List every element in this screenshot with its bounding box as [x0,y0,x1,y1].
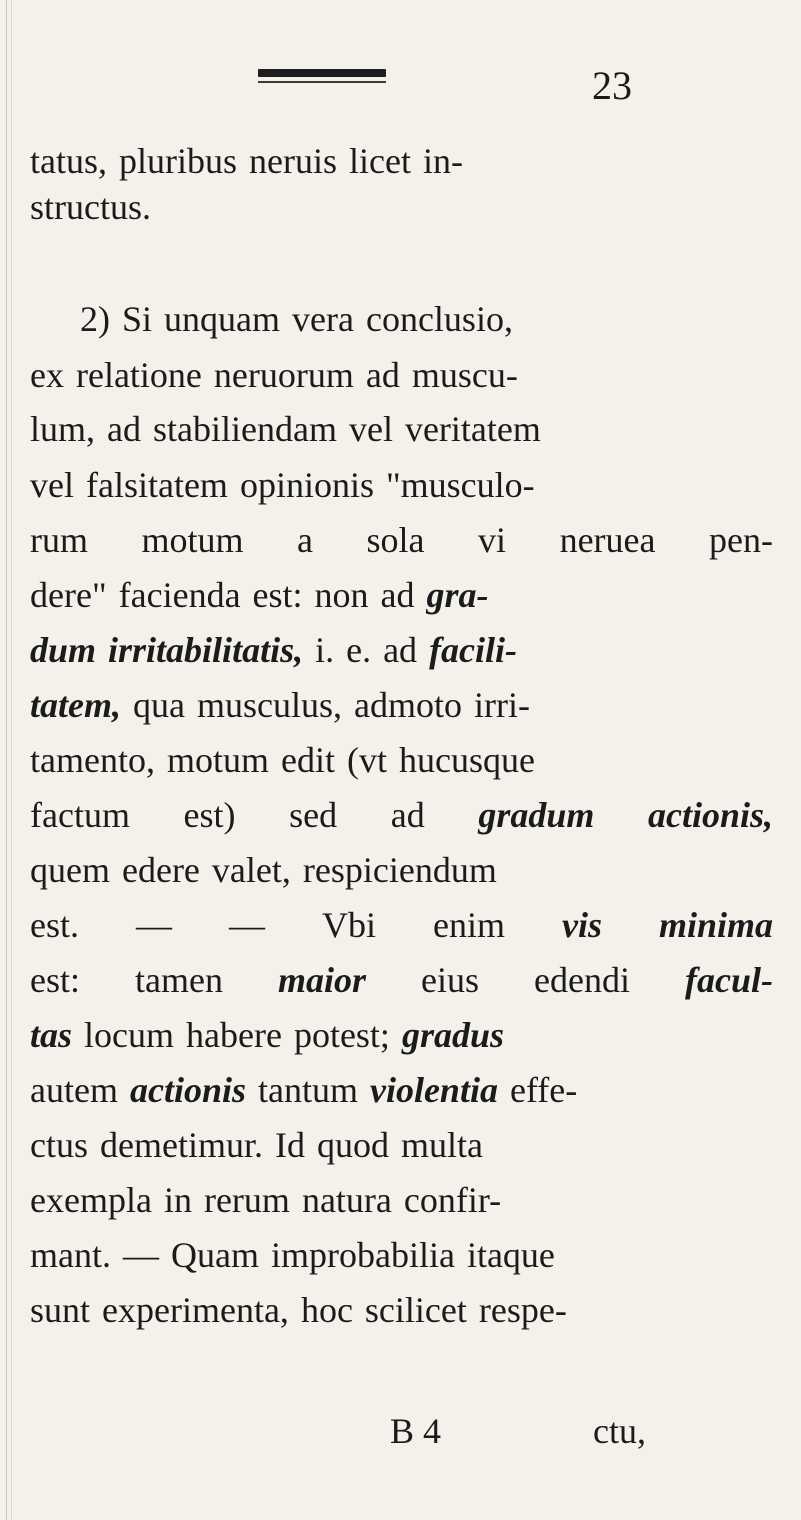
word: conclusio, [365,299,513,339]
word: edendi [534,960,630,1000]
word: in [163,1180,192,1220]
text-line [0,1010,801,1060]
word: scilicet [364,1290,467,1330]
word: gradus [401,1015,504,1055]
word: in- [422,141,463,181]
text-line [0,1230,801,1280]
word: habere [186,1015,282,1055]
word: ad [383,630,418,670]
word: Vbi [321,905,376,945]
text-line [0,294,801,344]
word: admoto [353,685,462,725]
word: non [314,575,369,615]
word: vel [348,409,393,449]
word: violentia [369,1070,498,1110]
text-line [0,625,801,675]
word: structus. [30,187,151,227]
word: est: [252,575,303,615]
word: neruorum [213,355,354,395]
word: exempla [30,1180,152,1220]
word: gra- [426,575,489,615]
word: est. [30,905,79,945]
word: hucusque [398,740,535,780]
text-line [0,1065,801,1115]
word: facili- [429,630,518,670]
word: respiciendum [302,850,497,890]
text-line [0,460,801,510]
word: ctus [30,1125,88,1165]
text-line [0,136,801,186]
text-line [0,955,801,1005]
text-line [0,1120,801,1170]
text-line [0,1175,801,1225]
text-line [0,350,801,400]
word: i. [315,630,335,670]
word: valet, [211,850,291,890]
signature-mark: B 4 [390,1411,442,1451]
word: ex [30,355,64,395]
word: improbabilia [270,1235,455,1275]
word: ad [107,409,141,449]
word: veritatem [404,409,541,449]
word: est: [30,960,80,1000]
word: tamento, [30,740,155,780]
word: quod [316,1125,389,1165]
word: autem [30,1070,118,1110]
word: (vt [346,740,387,780]
word: muscu- [411,355,518,395]
word: motum [166,740,269,780]
word: maior [277,960,366,1000]
word: motum [141,520,244,560]
word: irritabilitatis, [108,630,304,670]
word: opinionis [239,465,374,505]
text-line [0,570,801,620]
word: enim [432,905,505,945]
word: pluribus [119,141,238,181]
word: relatione [75,355,202,395]
word: tatus, [30,141,107,181]
word: locum [84,1015,174,1055]
word: dum [30,630,97,670]
catchword: ctu, [593,1411,646,1451]
word: minima [658,905,773,945]
text-line [0,735,801,785]
word: tatem, [30,685,121,725]
page-number: 23 [592,63,632,108]
word: respe- [478,1290,567,1330]
word: effe- [509,1070,578,1110]
text-line [0,515,801,565]
text-line [0,1285,801,1335]
word: tas [30,1015,73,1055]
word: itaque [466,1235,555,1275]
word: multa [400,1125,483,1165]
word: natura [301,1180,392,1220]
word: "musculo- [385,465,535,505]
word: tantum [257,1070,358,1110]
word: musculus, [196,685,342,725]
word: facienda [118,575,241,615]
word: Si [122,299,153,339]
text-line [0,182,801,232]
word: unquam [164,299,281,339]
word: a [297,520,314,560]
word: — [122,1235,159,1275]
word: eius [421,960,480,1000]
word: 2) [80,299,110,339]
word: irri- [473,685,530,725]
word: facul- [685,960,773,1000]
word: confir- [403,1180,502,1220]
header-rule-thin [258,81,386,83]
word: stabiliendam [153,409,337,449]
word: mant. [30,1235,111,1275]
word: factum [30,795,130,835]
text-line [0,845,801,895]
word: — [135,905,172,945]
word: dere" [30,575,107,615]
word: vi [478,520,507,560]
word: sed [289,795,338,835]
word: ad [380,575,415,615]
word: ad [390,795,425,835]
text-line [0,680,801,730]
word: — [228,905,265,945]
word: hoc [300,1290,353,1330]
word: sola [366,520,425,560]
word: Quam [170,1235,259,1275]
word: edere [121,850,200,890]
word: licet [349,141,411,181]
word: potest; [293,1015,390,1055]
word: actionis [129,1070,246,1110]
word: neruis [249,141,337,181]
word: edit [280,740,335,780]
word: neruea [559,520,656,560]
word: sunt [30,1290,91,1330]
text-line [0,900,801,950]
word: ad [365,355,400,395]
word: actionis, [647,795,773,835]
word: demetimur. [100,1125,263,1165]
word: vis [561,905,602,945]
word: lum, [30,409,96,449]
text-line [0,404,801,454]
word: qua [132,685,185,725]
word: rum [30,520,88,560]
header-rule [258,69,386,77]
word: vel [30,465,74,505]
word: pen- [709,520,773,560]
word: falsitatem [85,465,228,505]
word: est) [183,795,236,835]
word: gradum [478,795,595,835]
word: vera [292,299,354,339]
word: Id [274,1125,305,1165]
word: rerum [203,1180,290,1220]
word: e. [346,630,372,670]
word: quem [30,850,110,890]
text-line [0,790,801,840]
word: experimenta, [102,1290,289,1330]
word: tamen [135,960,223,1000]
